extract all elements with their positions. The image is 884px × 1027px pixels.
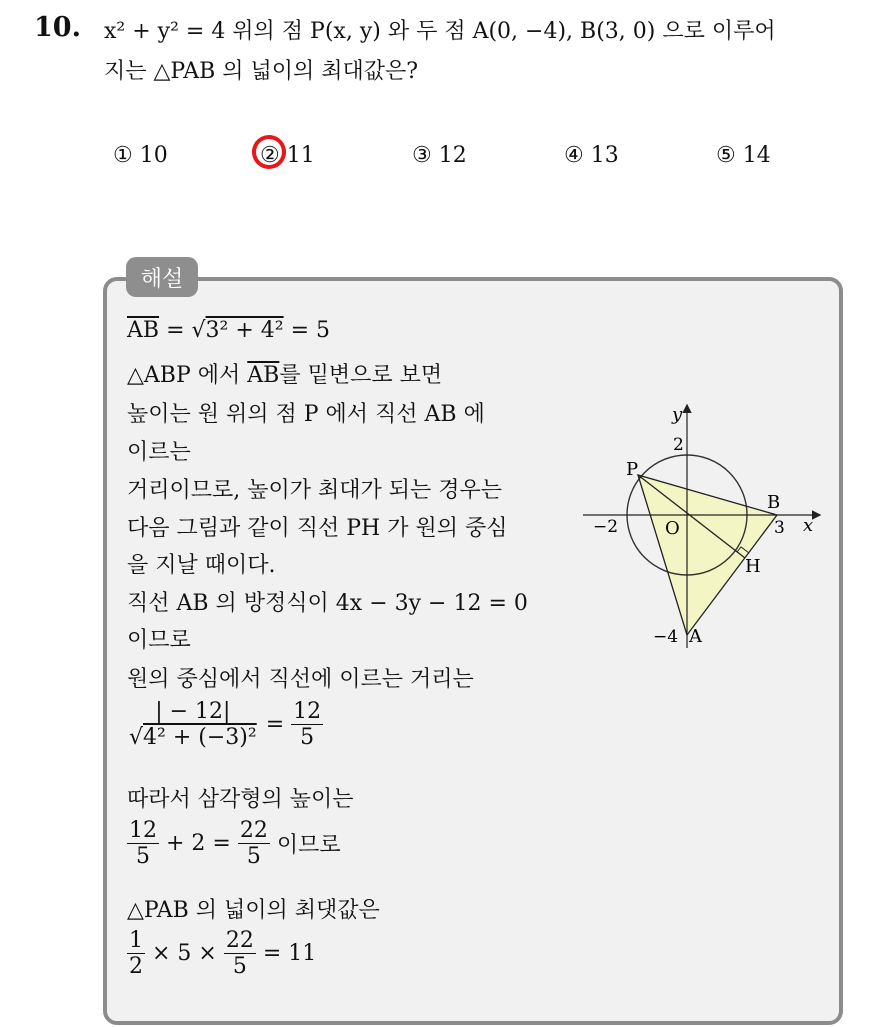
text-abp: △ABP 에서	[127, 363, 241, 388]
area-frac-2	[224, 929, 256, 978]
height-frac-1	[127, 819, 159, 868]
solution-tag: 해설	[126, 257, 198, 297]
area-num-2: 22	[225, 928, 254, 953]
distance-result-num: 12	[293, 699, 322, 724]
tick-y-2: 2	[673, 435, 684, 455]
text-base: 를 밑변으로 보면	[279, 363, 443, 388]
solution-line-6: 다음 그림과 같이 직선 PH 가 원의 중심	[127, 516, 508, 541]
solution-line-8: 직선 AB 의 방정식이 4x − 3y − 12 = 0	[127, 591, 528, 616]
choice-1[interactable]: ① 10	[113, 143, 168, 168]
y-axis-label: y	[672, 404, 683, 425]
choice-4[interactable]: ④ 13	[564, 143, 619, 168]
solution-line-10: 원의 중심에서 직선에 이르는 거리는	[127, 667, 474, 692]
area-formula	[127, 929, 316, 978]
distance-fraction	[127, 700, 259, 749]
origin-label: O	[665, 518, 680, 539]
height-tail: 이므로	[276, 833, 341, 859]
solution-line-ab-length	[127, 318, 330, 343]
distance-radicand: 4² + (−3)²	[143, 725, 257, 751]
distance-formula	[127, 700, 323, 749]
geometry-graph	[583, 400, 833, 650]
solution-line-7: 을 지날 때이다.	[127, 553, 276, 578]
area-op: × 5 ×	[152, 941, 217, 967]
solution-line-11: 따라서 삼각형의 높이는	[127, 787, 354, 812]
height-den-2: 5	[246, 844, 261, 870]
height-den-1: 5	[136, 844, 150, 870]
sqrt-radicand: 3² + 4²	[205, 318, 284, 343]
triangle-pab	[638, 475, 777, 635]
point-p-label: P	[626, 459, 639, 480]
choice-3[interactable]: ③ 12	[412, 143, 467, 168]
solution-line-4: 이르는	[127, 440, 191, 465]
height-op: + 2 =	[166, 831, 231, 857]
point-h-label: H	[745, 556, 761, 577]
question-number: 10.	[34, 12, 81, 43]
point-b-label: B	[767, 492, 781, 513]
area-den-1: 2	[129, 954, 143, 980]
distance-result-den: 5	[300, 725, 315, 751]
question-text-line2: 지는 △PAB 의 넓이의 최대값은?	[104, 59, 419, 84]
distance-equals: =	[265, 712, 285, 738]
area-frac-1	[127, 929, 145, 978]
segment-ab-2: $\overline{AB}$	[247, 363, 280, 388]
solution-line-12: △PAB 의 넓이의 최댓값은	[127, 898, 380, 923]
height-formula	[127, 819, 341, 868]
solution-line-3: 높이는 원 위의 점 P 에서 직선 AB 에	[127, 402, 485, 427]
solution-line-5: 거리이므로, 높이가 최대가 되는 경우는	[127, 478, 502, 503]
area-tail: = 11	[262, 941, 317, 967]
choice-5[interactable]: ⑤ 14	[716, 143, 771, 168]
distance-numerator: | − 12|	[155, 699, 231, 724]
distance-denominator: √4² + (−3)²	[129, 725, 257, 751]
tick-x-minus-2: −2	[593, 517, 619, 537]
height-num-1: 12	[129, 818, 157, 843]
solution-line-9: 이므로	[127, 628, 191, 653]
height-num-2: 22	[239, 818, 268, 843]
area-den-2: 5	[232, 954, 247, 980]
distance-result	[291, 700, 323, 749]
choice-2[interactable]: ② 11	[260, 143, 315, 168]
question-text-line1: x² + y² = 4 위의 점 P(x, y) 와 두 점 A(0, −4), B(3, 0) 으로 이루어	[104, 19, 776, 44]
height-frac-2	[238, 819, 270, 868]
equals-sign: =	[166, 318, 185, 343]
solution-line-base	[127, 358, 442, 389]
ab-result: = 5	[290, 318, 331, 343]
tick-y-minus-4: −4	[653, 627, 679, 647]
area-num-1: 1	[129, 928, 143, 953]
x-axis-label: x	[803, 515, 814, 536]
segment-ab: $\overline{AB}$	[127, 318, 160, 343]
point-a-label: A	[689, 626, 702, 647]
sqrt-symbol: √	[191, 318, 206, 343]
tick-x-3: 3	[774, 518, 785, 538]
